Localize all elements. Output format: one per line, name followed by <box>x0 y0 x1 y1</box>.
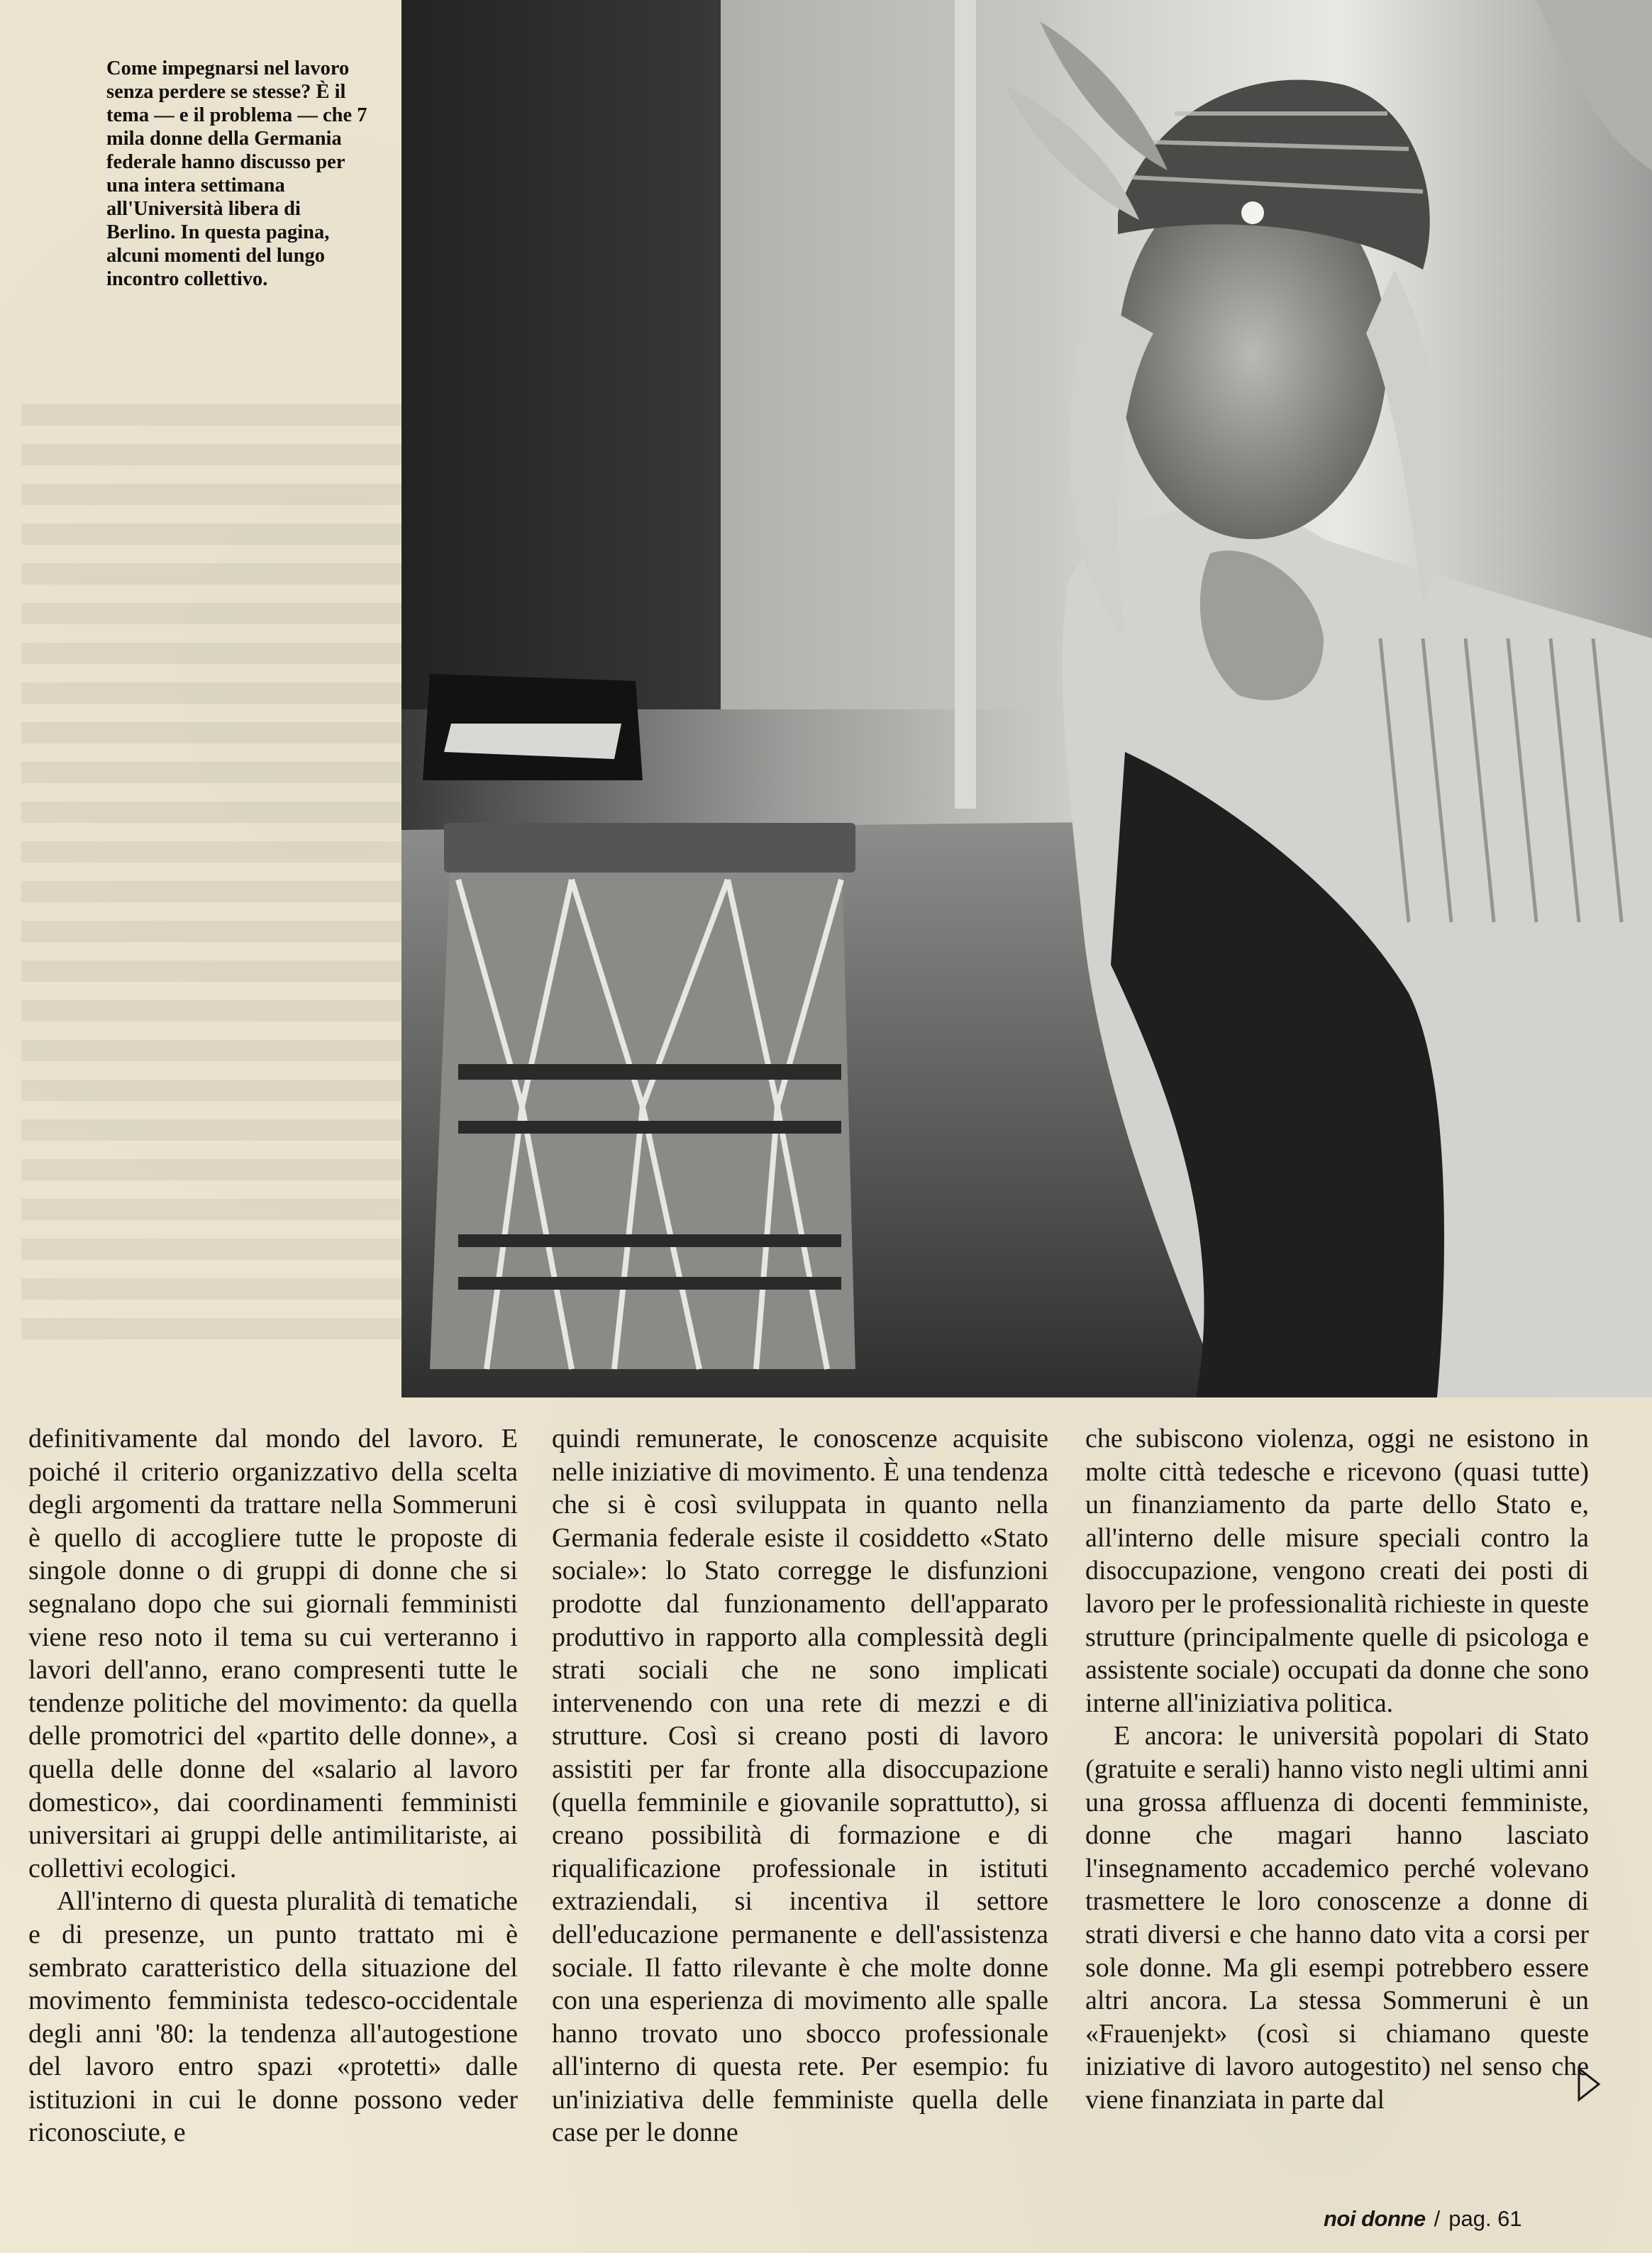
paragraph: All'interno di questa pluralità di tematiche e di presenze, un punto trattato mi è sembrato caratteristico della situazione del movimento femminista tedesco-occidentale degli anni '80: la tendenza all'autogestione del lavoro entro spazi «protetti» dalle istituzioni in cui le donne possono veder riconosciute, e <box>28 1886 518 2148</box>
article-photograph <box>401 0 1652 1397</box>
paragraph: che subiscono violenza, oggi ne esistono in molte città tedesche e ricevono (quasi tutte) un finanziamento da parte dello Stato e, all'interno delle misure speciali contro la disoccupazione, vengono creati dei posti di lavoro per le professionalità richieste in queste strutture (principalmente quelle di psicologa e assistente sociale) occupati da donne che sono interne all'iniziativa politica. <box>1085 1424 1589 1718</box>
article-column-3 <box>1085 1422 1589 2116</box>
magazine-name: noi donne <box>1324 2206 1426 2231</box>
paragraph: definitivamente dal mondo del lavoro. E poiché il criterio organizzativo della scelta degli argomenti da trattare nella Sommeruni è quello di accogliere tutte le proposte di singole donne o di gruppi di donne che si segnalano dopo che sui giornali femministi viene reso noto il tema su cui verteranno i lavori dell'anno, erano compresenti tutte le tendenze politiche del movimento: da quella delle promotrici del «partito delle donne», a quella delle donne del «salario al lavoro domestico», dai coordinamenti femministi universitari ai gruppi delle antimilitariste, ai collettivi ecologici. <box>28 1424 518 1883</box>
continue-arrow-icon <box>1576 2066 1602 2103</box>
page-number: pag. 61 <box>1448 2206 1522 2231</box>
footer-separator: / <box>1434 2206 1441 2231</box>
article-column-2 <box>552 1422 1048 2149</box>
article-column-1 <box>28 1422 518 2149</box>
page-footer <box>1324 2206 1522 2232</box>
bleed-through-text <box>21 404 404 1348</box>
photo-caption: Come impegnarsi nel lavoro senza perdere se stesse? È il tema — e il problema — che 7 mila donne della Germania federale hanno discusso per una intera settimana all'Università libera di Berlino. In questa pagina, alcuni momenti del lungo incontro collettivo. <box>106 57 367 290</box>
paragraph: quindi remunerate, le conoscenze acquisite nelle iniziative di movimento. È una tendenza che si è così sviluppata in quanto nella Germania federale esiste il cosiddetto «Stato sociale»: lo Stato corregge le disfunzioni prodotte dal funzionamento dell'apparato produttivo in rapporto alla complessità degli strati sociali che ne sono implicati intervenendo con una rete di mezzi e di strutture. Così si creano posti di lavoro assistiti per far fronte alla disoccupazione (quella femminile e giovanile soprattutto), si creano possibilità di formazione e di riqualificazione professionale in istituti extraziendali, si incentiva il settore dell'educazione permanente e dell'assistenza sociale. Il fatto rilevante è che molte donne con una esperienza di movimento alle spalle hanno trovato uno sbocco professionale all'interno di questa rete. Per esempio: fu un'iniziativa delle femministe quella delle case per le donne <box>552 1424 1048 2148</box>
photograph-image <box>401 0 1652 1397</box>
paragraph: E ancora: le università popolari di Stato (gratuite e serali) hanno visto negli ultimi anni una grossa affluenza di docenti femministe, donne che magari hanno lasciato l'insegnamento accademico perché volevano trasmettere le loro conoscenze a donne di strati diversi e che hanno dato vita a corsi per sole donne. Ma gli esempi potrebbero essere altri ancora. La stessa Sommeruni è un «Frauenjekt» (così si chiamano queste iniziative di lavoro autogestito) nel senso che viene finanziata in parte dal <box>1085 1721 1589 2115</box>
